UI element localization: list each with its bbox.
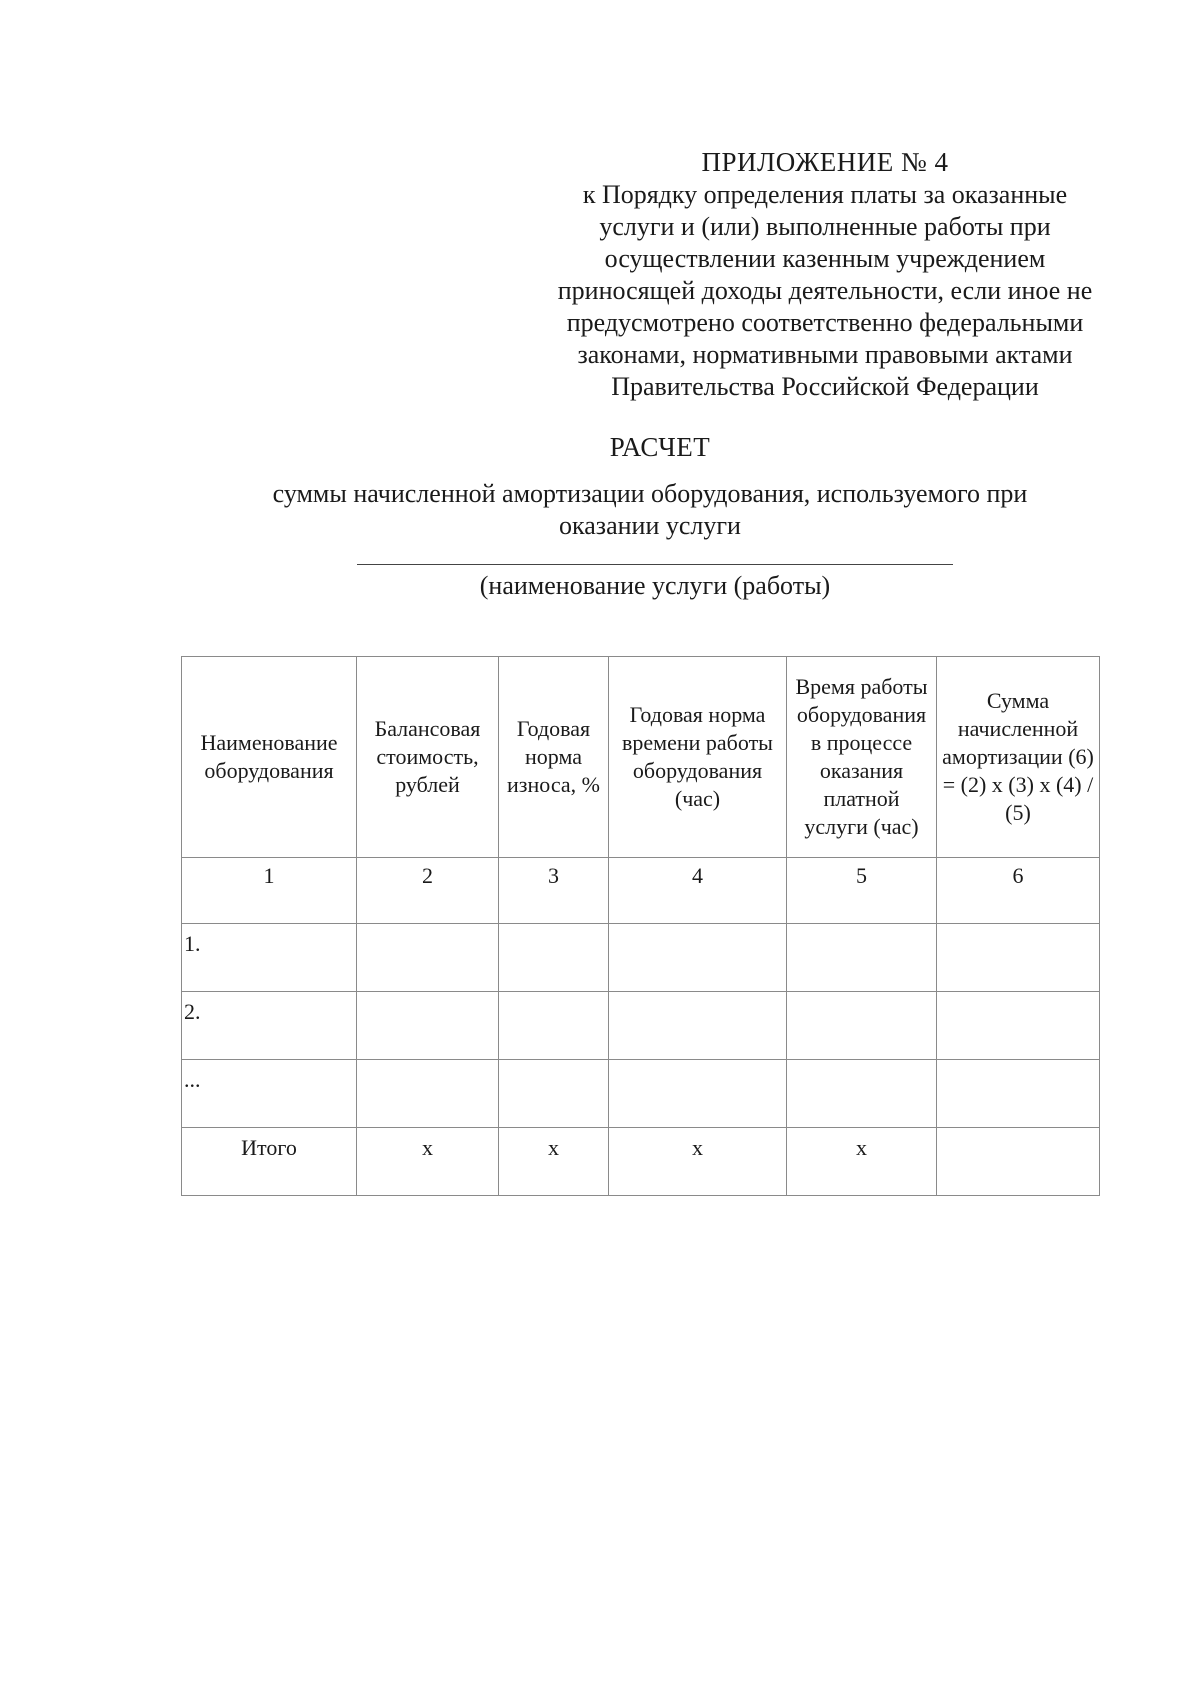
table-cell — [609, 924, 787, 992]
appendix-line: услуги и (или) выполненные работы при — [599, 212, 1051, 241]
table-total-row — [182, 1128, 1100, 1196]
total-cell: х — [499, 1128, 609, 1196]
table-header-row — [182, 657, 1100, 858]
table-row — [182, 992, 1100, 1060]
table-cell — [787, 1060, 937, 1128]
table-cell — [937, 924, 1100, 992]
calculation-title: РАСЧЕТ — [609, 432, 711, 462]
column-number-cell: 6 — [937, 858, 1100, 924]
table-cell: 1. — [182, 924, 357, 992]
appendix-title: ПРИЛОЖЕНИЕ № 4 — [701, 147, 949, 177]
table-header-cell: Время работы оборудования в процессе оказания платной услуги (час) — [787, 657, 937, 858]
appendix-line: к Порядку определения платы за оказанные — [582, 180, 1068, 209]
table-cell — [499, 924, 609, 992]
column-number-cell: 2 — [357, 858, 499, 924]
table-cell — [609, 992, 787, 1060]
table-header-cell: Балансовая стоимость, рублей — [357, 657, 499, 858]
table-cell — [787, 992, 937, 1060]
table-header-cell: Сумма начисленной амортизации (6) = (2) х (3) х (4) / (5) — [937, 657, 1100, 858]
depreciation-table — [181, 656, 1100, 1196]
service-name-blank-line — [357, 564, 953, 565]
column-number-cell: 4 — [609, 858, 787, 924]
table-cell — [499, 992, 609, 1060]
table-cell — [357, 992, 499, 1060]
table-cell — [357, 1060, 499, 1128]
column-number-cell: 3 — [499, 858, 609, 924]
total-cell — [937, 1128, 1100, 1196]
appendix-line: осуществлении казенным учреждением — [604, 244, 1046, 273]
calculation-subtitle-line: оказании услуги — [559, 511, 741, 540]
column-number-cell: 1 — [182, 858, 357, 924]
table-cell — [787, 924, 937, 992]
service-name-caption: (наименование услуги (работы) — [479, 571, 831, 600]
appendix-header — [520, 146, 1130, 403]
table-cell — [357, 924, 499, 992]
table-column-number-row — [182, 858, 1100, 924]
column-number-cell: 5 — [787, 858, 937, 924]
calculation-subtitle — [190, 478, 1110, 542]
total-cell: х — [787, 1128, 937, 1196]
total-cell: х — [609, 1128, 787, 1196]
appendix-line: Правительства Российской Федерации — [611, 372, 1039, 401]
table-cell: ... — [182, 1060, 357, 1128]
appendix-line: предусмотрено соответственно федеральными — [566, 308, 1084, 337]
table-header-cell: Годовая норма износа, % — [499, 657, 609, 858]
table-row — [182, 924, 1100, 992]
table-cell — [609, 1060, 787, 1128]
table-cell — [937, 992, 1100, 1060]
table-cell — [937, 1060, 1100, 1128]
appendix-line: законами, нормативными правовыми актами — [577, 340, 1073, 369]
total-cell: х — [357, 1128, 499, 1196]
table-header-cell: Наименование оборудования — [182, 657, 357, 858]
appendix-line: приносящей доходы деятельности, если иное не — [557, 276, 1093, 305]
table-cell — [499, 1060, 609, 1128]
total-label-cell: Итого — [182, 1128, 357, 1196]
table-header-cell: Годовая норма времени работы оборудования (час) — [609, 657, 787, 858]
table-row — [182, 1060, 1100, 1128]
calculation-subtitle-line: суммы начисленной амортизации оборудования, используемого при — [272, 479, 1028, 508]
table-cell: 2. — [182, 992, 357, 1060]
